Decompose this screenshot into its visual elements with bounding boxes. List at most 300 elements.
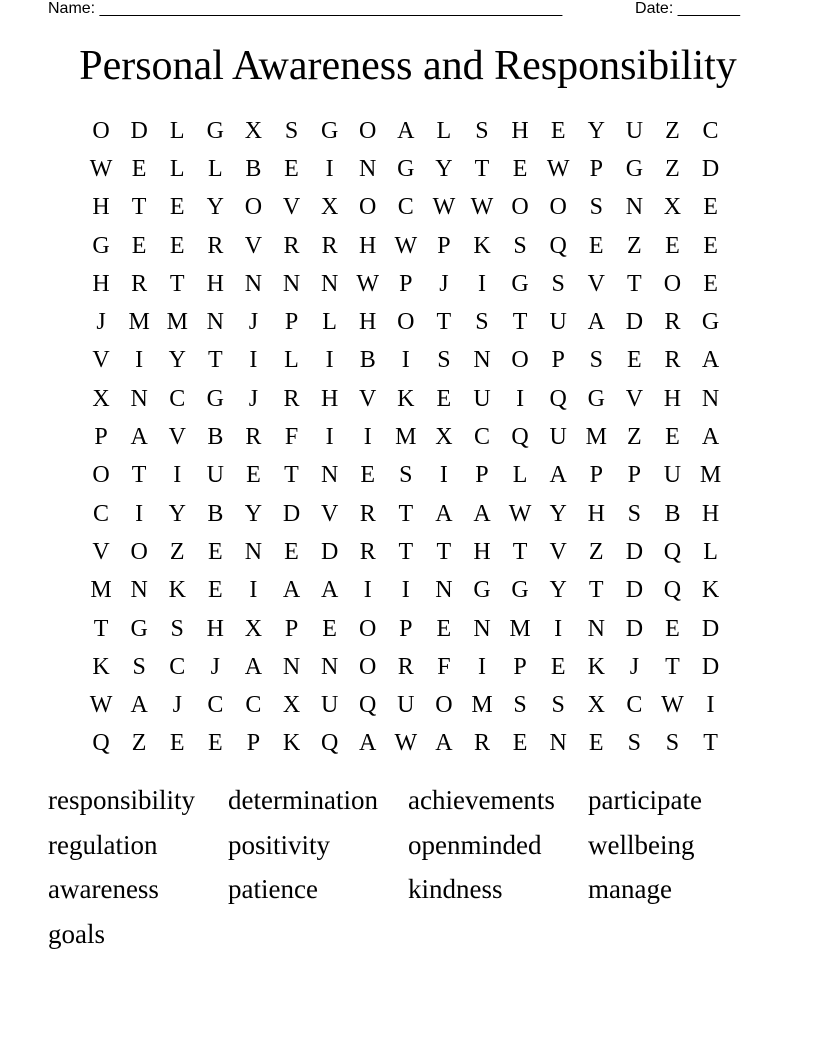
grid-letter[interactable]: T: [284, 462, 299, 489]
grid-letter[interactable]: I: [401, 577, 410, 604]
grid-letter[interactable]: H: [587, 500, 605, 527]
grid-letter[interactable]: A: [435, 500, 453, 527]
grid-letter[interactable]: G: [511, 270, 529, 297]
grid-letter[interactable]: H: [511, 117, 529, 144]
grid-letter[interactable]: T: [703, 730, 718, 757]
grid-letter[interactable]: T: [436, 538, 452, 565]
grid-letter[interactable]: K: [168, 577, 186, 604]
grid-letter[interactable]: E: [131, 232, 147, 259]
grid-letter[interactable]: E: [512, 155, 528, 182]
grid-letter[interactable]: Z: [588, 538, 604, 565]
grid-letter[interactable]: C: [245, 692, 262, 719]
grid-letter[interactable]: O: [663, 270, 682, 297]
grid-letter[interactable]: E: [284, 538, 299, 565]
grid-letter[interactable]: O: [359, 653, 377, 680]
grid-letter[interactable]: L: [322, 309, 337, 336]
grid-letter[interactable]: S: [665, 730, 680, 757]
grid-letter[interactable]: D: [625, 577, 644, 604]
grid-letter[interactable]: C: [626, 692, 643, 719]
grid-letter[interactable]: O: [359, 194, 377, 221]
grid-letter[interactable]: X: [282, 692, 301, 719]
grid-letter[interactable]: T: [398, 500, 414, 527]
name-field[interactable]: Name: ____________________________________________________: [48, 0, 563, 17]
grid-letter[interactable]: R: [664, 309, 681, 336]
grid-letter[interactable]: N: [320, 270, 339, 297]
grid-letter[interactable]: A: [130, 424, 148, 451]
grid-letter[interactable]: G: [206, 385, 224, 412]
grid-letter[interactable]: S: [475, 117, 489, 144]
grid-letter[interactable]: V: [282, 194, 301, 221]
grid-letter[interactable]: H: [206, 615, 224, 642]
grid-letter[interactable]: Q: [663, 538, 682, 565]
grid-letter[interactable]: X: [435, 424, 453, 451]
grid-letter[interactable]: X: [587, 692, 605, 719]
grid-letter[interactable]: E: [703, 270, 718, 297]
grid-letter[interactable]: N: [320, 653, 339, 680]
grid-letter[interactable]: P: [399, 270, 413, 297]
grid-letter[interactable]: S: [475, 309, 489, 336]
grid-letter[interactable]: S: [132, 653, 146, 680]
grid-letter[interactable]: U: [473, 385, 491, 412]
grid-letter[interactable]: S: [399, 462, 413, 489]
grid-letter[interactable]: O: [549, 194, 567, 221]
grid-letter[interactable]: E: [436, 385, 452, 412]
grid-letter[interactable]: C: [207, 692, 224, 719]
grid-letter[interactable]: O: [92, 462, 110, 489]
grid-letter[interactable]: A: [130, 692, 148, 719]
grid-letter[interactable]: V: [168, 424, 186, 451]
word-bank-item: determination: [228, 785, 378, 815]
grid-letter[interactable]: S: [513, 692, 527, 719]
grid-letter[interactable]: M: [166, 309, 188, 336]
grid-letter[interactable]: C: [169, 653, 186, 680]
grid-letter[interactable]: Q: [663, 577, 682, 604]
grid-letter[interactable]: K: [92, 653, 110, 680]
grid-letter[interactable]: N: [701, 385, 720, 412]
grid-letter[interactable]: W: [546, 155, 570, 182]
grid-letter[interactable]: Y: [168, 500, 186, 527]
grid-letter[interactable]: L: [512, 462, 528, 489]
grid-letter[interactable]: L: [703, 538, 718, 565]
grid-letter[interactable]: W: [394, 232, 418, 259]
grid-letter[interactable]: E: [665, 232, 680, 259]
grid-letter[interactable]: M: [471, 692, 493, 719]
grid-letter[interactable]: T: [627, 270, 642, 297]
grid-letter[interactable]: V: [92, 347, 110, 374]
grid-letter[interactable]: Z: [627, 232, 642, 259]
grid-letter[interactable]: T: [474, 155, 490, 182]
grid-letter[interactable]: A: [282, 577, 301, 604]
grid-letter[interactable]: J: [248, 385, 259, 412]
grid-letter[interactable]: V: [244, 232, 263, 259]
grid-letter[interactable]: G: [92, 232, 110, 259]
grid-letter[interactable]: O: [359, 117, 377, 144]
grid-letter[interactable]: A: [397, 117, 415, 144]
grid-letter[interactable]: M: [128, 309, 150, 336]
grid-letter[interactable]: Y: [549, 500, 567, 527]
grid-letter[interactable]: A: [244, 653, 263, 680]
grid-letter[interactable]: S: [627, 730, 642, 757]
grid-letter[interactable]: Y: [435, 155, 453, 182]
grid-letter[interactable]: A: [359, 730, 377, 757]
grid-letter[interactable]: P: [284, 309, 299, 336]
grid-letter[interactable]: Y: [244, 500, 263, 527]
grid-letter[interactable]: T: [665, 653, 680, 680]
grid-letter[interactable]: S: [284, 117, 299, 144]
grid-letter[interactable]: S: [551, 270, 565, 297]
grid-letter[interactable]: O: [244, 194, 263, 221]
grid-letter[interactable]: I: [477, 270, 486, 297]
grid-letter[interactable]: M: [699, 462, 722, 489]
grid-letter[interactable]: E: [207, 538, 223, 565]
grid-letter[interactable]: R: [473, 730, 490, 757]
grid-letter[interactable]: E: [207, 730, 223, 757]
grid-letter[interactable]: E: [550, 117, 566, 144]
grid-letter[interactable]: A: [701, 424, 720, 451]
grid-letter[interactable]: E: [703, 232, 718, 259]
grid-letter[interactable]: I: [173, 462, 182, 489]
grid-letter[interactable]: V: [320, 500, 339, 527]
grid-letter[interactable]: T: [207, 347, 223, 374]
grid-letter[interactable]: S: [589, 194, 603, 221]
grid-letter[interactable]: I: [135, 347, 144, 374]
grid-letter[interactable]: C: [93, 500, 110, 527]
grid-letter[interactable]: I: [477, 653, 486, 680]
grid-letter[interactable]: H: [206, 270, 224, 297]
grid-letter[interactable]: Q: [359, 692, 377, 719]
grid-letter[interactable]: R: [321, 232, 338, 259]
grid-letter[interactable]: L: [169, 155, 185, 182]
grid-letter[interactable]: I: [135, 500, 144, 527]
grid-letter[interactable]: E: [550, 653, 566, 680]
grid-letter[interactable]: T: [398, 538, 414, 565]
grid-letter[interactable]: N: [244, 538, 263, 565]
grid-row: [82, 342, 730, 380]
grid-letter[interactable]: Q: [92, 730, 110, 757]
grid-letter[interactable]: P: [94, 424, 108, 451]
grid-letter[interactable]: G: [473, 577, 491, 604]
grid-letter[interactable]: E: [169, 194, 185, 221]
grid-letter[interactable]: X: [320, 194, 339, 221]
grid-letter[interactable]: M: [395, 424, 417, 451]
grid-letter[interactable]: E: [360, 462, 376, 489]
grid-letter[interactable]: H: [473, 538, 491, 565]
grid-letter[interactable]: W: [432, 194, 456, 221]
grid-letter[interactable]: B: [207, 500, 224, 527]
grid-letter[interactable]: H: [92, 270, 110, 297]
grid-letter[interactable]: E: [627, 347, 642, 374]
grid-letter[interactable]: R: [397, 653, 414, 680]
grid-letter[interactable]: W: [661, 692, 684, 719]
grid-letter[interactable]: U: [663, 462, 682, 489]
grid-letter[interactable]: J: [172, 692, 182, 719]
grid-letter[interactable]: Q: [320, 730, 339, 757]
grid-letter[interactable]: P: [475, 462, 489, 489]
grid-letter[interactable]: V: [549, 538, 567, 565]
grid-letter[interactable]: V: [625, 385, 644, 412]
grid-letter[interactable]: J: [439, 270, 449, 297]
grid-letter[interactable]: S: [513, 232, 527, 259]
grid-letter[interactable]: N: [130, 385, 148, 412]
grid-letter[interactable]: L: [436, 117, 452, 144]
grid-letter[interactable]: T: [131, 194, 147, 221]
grid-letter[interactable]: E: [703, 194, 718, 221]
grid-letter[interactable]: I: [554, 615, 563, 642]
grid-letter[interactable]: U: [549, 309, 567, 336]
grid-letter[interactable]: N: [473, 615, 491, 642]
grid-letter[interactable]: T: [93, 615, 109, 642]
grid-row: [82, 303, 730, 341]
grid-letter[interactable]: T: [512, 538, 528, 565]
grid-letter[interactable]: W: [508, 500, 532, 527]
grid-letter[interactable]: O: [397, 309, 415, 336]
grid-letter[interactable]: K: [282, 730, 301, 757]
grid-letter[interactable]: I: [516, 385, 525, 412]
grid-letter[interactable]: N: [625, 194, 644, 221]
grid-letter[interactable]: O: [130, 538, 148, 565]
grid-letter[interactable]: M: [90, 577, 112, 604]
grid-letter[interactable]: V: [92, 538, 110, 565]
grid-letter[interactable]: I: [325, 424, 334, 451]
date-field[interactable]: Date: _______: [635, 0, 740, 17]
grid-letter[interactable]: R: [283, 232, 300, 259]
grid-letter[interactable]: U: [206, 462, 224, 489]
grid-letter[interactable]: C: [397, 194, 414, 221]
grid-letter[interactable]: P: [627, 462, 642, 489]
grid-letter[interactable]: P: [437, 232, 451, 259]
grid-letter[interactable]: Z: [665, 117, 680, 144]
grid-letter[interactable]: I: [439, 462, 448, 489]
grid-letter[interactable]: D: [320, 538, 339, 565]
grid-letter[interactable]: R: [207, 232, 224, 259]
grid-letter[interactable]: L: [284, 347, 299, 374]
grid-letter[interactable]: D: [282, 500, 301, 527]
grid-letter[interactable]: I: [325, 347, 334, 374]
grid-letter[interactable]: O: [92, 117, 110, 144]
grid-letter[interactable]: A: [320, 577, 339, 604]
grid-letter[interactable]: R: [245, 424, 262, 451]
grid-letter[interactable]: L: [169, 117, 185, 144]
grid-letter[interactable]: B: [245, 155, 262, 182]
grid-letter[interactable]: G: [701, 309, 720, 336]
grid-letter[interactable]: P: [513, 653, 527, 680]
grid-letter[interactable]: J: [210, 653, 220, 680]
grid-letter[interactable]: Y: [168, 347, 186, 374]
grid-letter[interactable]: O: [511, 194, 529, 221]
grid-letter[interactable]: N: [206, 309, 224, 336]
grid-letter[interactable]: Z: [665, 155, 680, 182]
grid-letter[interactable]: P: [399, 615, 413, 642]
grid-letter[interactable]: V: [587, 270, 605, 297]
grid-letter[interactable]: G: [206, 117, 224, 144]
grid-letter[interactable]: T: [169, 270, 185, 297]
grid-letter[interactable]: N: [244, 270, 263, 297]
grid-letter[interactable]: S: [627, 500, 642, 527]
grid-letter[interactable]: G: [397, 155, 415, 182]
grid-letter[interactable]: B: [359, 347, 376, 374]
grid-letter[interactable]: N: [359, 155, 377, 182]
grid-letter[interactable]: I: [249, 347, 258, 374]
grid-letter[interactable]: D: [625, 309, 644, 336]
grid-letter[interactable]: N: [473, 347, 491, 374]
grid-letter[interactable]: J: [96, 309, 106, 336]
grid-letter[interactable]: E: [665, 615, 680, 642]
grid-letter[interactable]: C: [702, 117, 719, 144]
grid-letter[interactable]: H: [92, 194, 110, 221]
grid-letter[interactable]: W: [89, 692, 113, 719]
grid-letter[interactable]: T: [588, 577, 604, 604]
grid-letter[interactable]: K: [397, 385, 415, 412]
grid-letter[interactable]: F: [284, 424, 299, 451]
grid-letter[interactable]: Q: [549, 232, 567, 259]
grid-letter[interactable]: H: [320, 385, 339, 412]
grid-letter[interactable]: X: [92, 385, 110, 412]
grid-letter[interactable]: W: [89, 155, 113, 182]
grid-letter[interactable]: E: [284, 155, 299, 182]
grid-letter[interactable]: E: [588, 730, 604, 757]
grid-letter[interactable]: M: [509, 615, 531, 642]
grid-letter[interactable]: T: [512, 309, 528, 336]
grid-letter[interactable]: P: [551, 347, 565, 374]
grid-letter[interactable]: I: [706, 692, 715, 719]
grid-letter[interactable]: G: [587, 385, 605, 412]
grid-letter[interactable]: A: [473, 500, 491, 527]
grid-letter[interactable]: A: [549, 462, 567, 489]
grid-letter[interactable]: F: [437, 653, 451, 680]
grid-letter[interactable]: A: [701, 347, 720, 374]
grid-letter[interactable]: G: [320, 117, 339, 144]
grid-letter[interactable]: P: [284, 615, 299, 642]
grid-letter[interactable]: J: [248, 309, 259, 336]
grid-letter[interactable]: I: [401, 347, 410, 374]
grid-letter[interactable]: R: [359, 500, 376, 527]
grid-letter[interactable]: N: [130, 577, 148, 604]
grid-letter[interactable]: R: [131, 270, 148, 297]
grid-letter[interactable]: R: [283, 385, 300, 412]
grid-letter[interactable]: N: [320, 462, 339, 489]
grid-letter[interactable]: N: [587, 615, 605, 642]
grid-letter[interactable]: G: [511, 577, 529, 604]
grid-letter[interactable]: E: [169, 232, 185, 259]
grid-letter[interactable]: A: [587, 309, 605, 336]
grid-letter[interactable]: W: [356, 270, 380, 297]
grid-letter[interactable]: S: [589, 347, 603, 374]
grid-letter[interactable]: A: [435, 730, 453, 757]
grid-letter[interactable]: E: [131, 155, 147, 182]
grid-letter[interactable]: E: [512, 730, 528, 757]
word-bank-item: positivity: [228, 829, 331, 860]
grid-letter[interactable]: N: [282, 653, 301, 680]
grid-letter[interactable]: U: [397, 692, 415, 719]
grid-letter[interactable]: K: [701, 577, 720, 604]
grid-letter[interactable]: X: [244, 615, 263, 642]
grid-letter[interactable]: Q: [549, 385, 567, 412]
word-bank-item: wellbeing: [588, 829, 695, 860]
grid-letter[interactable]: E: [665, 424, 680, 451]
grid-letter[interactable]: X: [663, 194, 682, 221]
grid-letter[interactable]: Y: [549, 577, 567, 604]
grid-letter[interactable]: K: [587, 653, 605, 680]
grid-letter[interactable]: N: [282, 270, 301, 297]
grid-letter[interactable]: Y: [206, 194, 224, 221]
grid-letter[interactable]: V: [359, 385, 377, 412]
grid-letter[interactable]: U: [625, 117, 644, 144]
grid-letter[interactable]: G: [625, 155, 644, 182]
grid-letter[interactable]: E: [207, 577, 223, 604]
grid-letter[interactable]: B: [664, 500, 681, 527]
word-bank-item: goals: [48, 918, 105, 949]
grid-letter[interactable]: S: [551, 692, 565, 719]
grid-letter[interactable]: P: [246, 730, 261, 757]
grid-letter[interactable]: C: [473, 424, 490, 451]
grid-letter[interactable]: E: [322, 615, 337, 642]
grid-letter[interactable]: C: [169, 385, 186, 412]
grid-letter[interactable]: B: [207, 424, 224, 451]
grid-letter[interactable]: I: [325, 155, 334, 182]
grid-letter[interactable]: O: [435, 692, 453, 719]
grid-letter[interactable]: Q: [511, 424, 529, 451]
grid-letter[interactable]: I: [249, 577, 258, 604]
grid-letter[interactable]: D: [701, 155, 720, 182]
grid-letter[interactable]: L: [207, 155, 223, 182]
grid-letter[interactable]: I: [363, 577, 372, 604]
grid-letter[interactable]: T: [131, 462, 147, 489]
grid-letter[interactable]: D: [701, 653, 720, 680]
grid-letter[interactable]: U: [320, 692, 339, 719]
grid-letter[interactable]: Z: [169, 538, 185, 565]
grid-letter[interactable]: R: [664, 347, 681, 374]
grid-letter[interactable]: E: [588, 232, 604, 259]
grid-letter[interactable]: G: [130, 615, 148, 642]
grid-row: [82, 648, 730, 686]
grid-letter[interactable]: S: [170, 615, 184, 642]
grid-letter[interactable]: P: [589, 155, 603, 182]
grid-letter[interactable]: D: [701, 615, 720, 642]
grid-letter[interactable]: J: [629, 653, 640, 680]
grid-letter[interactable]: Y: [587, 117, 605, 144]
grid-letter[interactable]: W: [394, 730, 418, 757]
grid-letter[interactable]: H: [663, 385, 682, 412]
grid-letter[interactable]: O: [511, 347, 529, 374]
grid-letter[interactable]: X: [244, 117, 263, 144]
letter-grid: [82, 112, 730, 763]
grid-letter[interactable]: H: [359, 232, 377, 259]
grid-letter[interactable]: M: [585, 424, 607, 451]
grid-letter[interactable]: E: [246, 462, 261, 489]
grid-letter[interactable]: K: [473, 232, 491, 259]
grid-letter[interactable]: N: [435, 577, 453, 604]
grid-letter[interactable]: O: [359, 615, 377, 642]
grid-letter[interactable]: D: [625, 538, 644, 565]
grid-letter[interactable]: W: [470, 194, 494, 221]
grid-letter[interactable]: Z: [627, 424, 642, 451]
grid-letter[interactable]: T: [436, 309, 452, 336]
grid-letter[interactable]: P: [589, 462, 603, 489]
grid-letter[interactable]: I: [363, 424, 372, 451]
grid-letter[interactable]: U: [549, 424, 567, 451]
grid-letter[interactable]: S: [437, 347, 451, 374]
grid-letter[interactable]: E: [436, 615, 452, 642]
grid-letter[interactable]: Z: [131, 730, 147, 757]
grid-letter[interactable]: N: [549, 730, 567, 757]
grid-letter[interactable]: D: [130, 117, 148, 144]
grid-letter[interactable]: R: [359, 538, 376, 565]
grid-letter[interactable]: D: [625, 615, 644, 642]
grid-letter[interactable]: H: [359, 309, 377, 336]
grid-letter[interactable]: H: [701, 500, 720, 527]
grid-letter[interactable]: E: [169, 730, 185, 757]
grid-row: [82, 572, 730, 610]
